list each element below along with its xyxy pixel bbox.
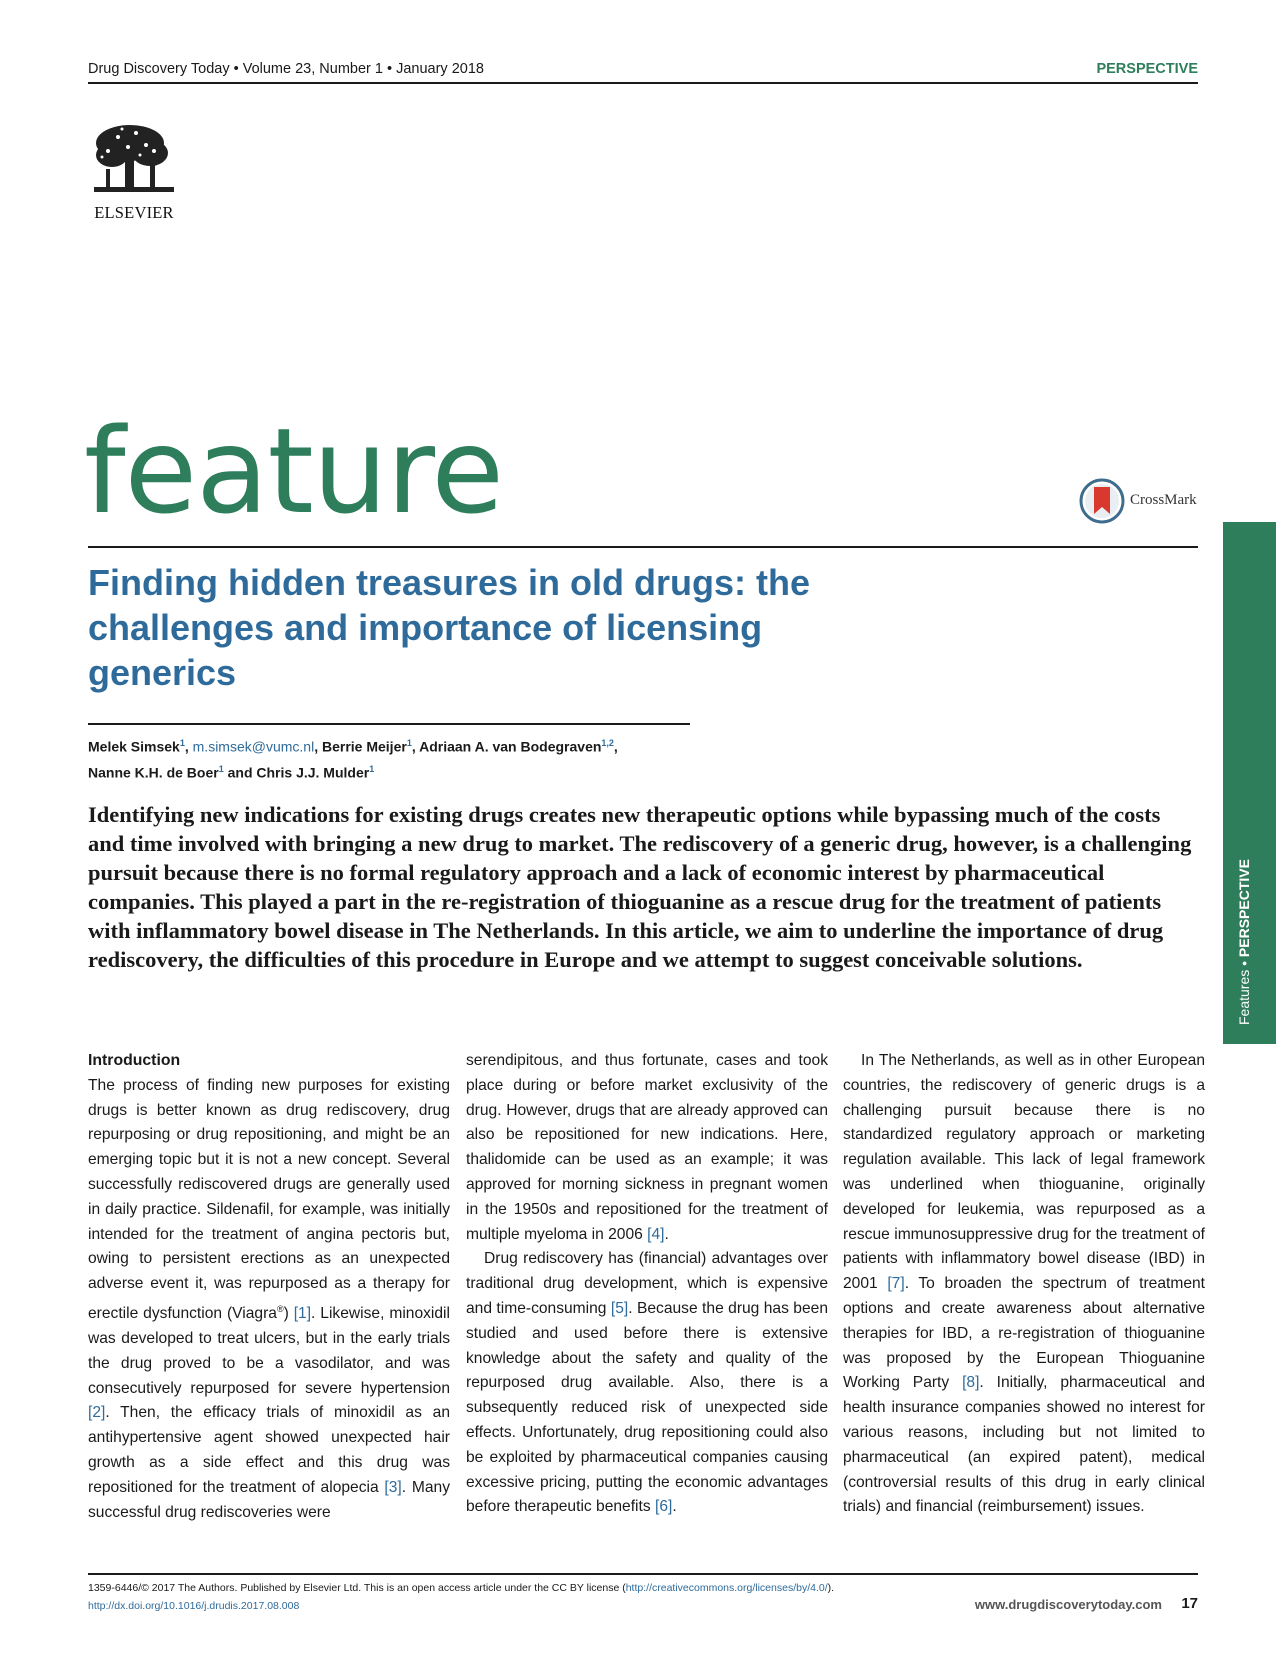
license-link[interactable]: http://creativecommons.org/licenses/by/4.0/ [625,1582,828,1594]
feature-label: feature [84,402,504,540]
crossmark-label: CrossMark [1130,492,1197,508]
body-paragraph: serendipitous, and thus fortunate, cases and took place during or before market exclusivity of the drug. However, drugs that are already approved can also be repositioned for new indications. Here, thalidomide can be used as an example; it was approved for morning sickness in pregnant women in the 1950s and repositioned for the treatment of multiple myeloma in 2006 [4]. [466,1052,828,1243]
author-name: Nanne K.H. de Boer [88,764,219,781]
reference-link[interactable]: [6] [654,1498,673,1516]
author-list: Melek Simsek$^1$, m.simsek@vumc.nl, Berrie Meijer$^1$, Adriaan A. van Bodegraven$^{1,2}$, Nanne K.H. de Boer$^1$ and Chris J.J. Mulder$^1$ [88,738,618,781]
author-name: Berrie Meijer [321,738,407,755]
body-paragraph: Drug rediscovery has (financial) advantages over traditional drug development, which is expensive and time-consuming [5]. Because the drug has been studied and used before there is extensive knowledge about the safety and quality of the repurposed drug available. Also, there is a subsequently reduced risk of unexpected side effects. Unfortunately, drug repositioning could also be exploited by pharmaceutical companies causing excessive pricing, putting the economic advantages before therapeutic benefits [6]. [466,1250,828,1516]
side-tab-prefix: Features • [1236,957,1252,1025]
registered-mark: ® [276,1303,284,1314]
reference-link[interactable]: [8] [962,1374,980,1392]
crossmark-badge[interactable] [1079,478,1204,524]
journal-citation: Drug Discovery Today • Volume 23, Number 1 • January 2018 [88,61,484,77]
reference-link[interactable]: [1] [293,1305,312,1323]
side-tab-text [1236,859,1252,1025]
body-paragraph: In The Netherlands, as well as in other European countries, the rediscovery of generic drugs is a challenging pursuit because there is no standardized regulatory approach or marketing regulation available. This lack of legal framework was underlined when thioguanine, originally developed for leukemia, was repurposed as a rescue immunosuppressive drug for the treatment of patients with inflammatory bowel disease (IBD) in 2001 [7]. To broaden the spectrum of treatment options and create awareness about alternative therapies for IBD, a re-registration of thioguanine was proposed by the European Thioguanine Working Party [8]. Initially, pharmaceutical and health insurance companies showed no interest for various reasons, including but not limited to pharmaceutical (an expired patent), medical (controversial results of this drug in early clinical trials) and financial (reimbursement) issues. [843,1052,1206,1516]
title-divider [88,546,1198,548]
affiliation-mark: 1,2 [601,738,614,748]
author-conjunction: and [227,764,253,781]
author-email-link[interactable]: m.simsek@vumc.nl [192,738,315,755]
article-abstract: Identifying new indications for existing drugs creates new therapeutic options while bypassing much of the costs and time involved with bringing a new drug to market. The rediscovery of a generic drug, however, is a challenging pursuit because there is no formal regulatory approach and a lack of economic interest by pharmaceutical companies. This played a part in the re-registration of thioguanine as a rescue drug for the treatment of patients with inflammatory bowel disease in The Netherlands. In this article, we aim to underline the importance of drug rediscovery, the difficulties of this procedure in Europe and we attempt to suggest conceivable solutions. [88,802,1192,972]
publisher-name: ELSEVIER [94,203,174,222]
doi-link[interactable]: http://dx.doi.org/10.1016/j.drudis.2017.08.008 [88,1600,300,1612]
affiliation-mark: 1 [218,763,224,774]
author-name: Chris J.J. Mulder [256,764,370,781]
running-header [88,60,1198,84]
body-column-1 [88,1049,450,1525]
crossmark-icon [1079,478,1125,524]
reference-link[interactable]: [2] [88,1404,106,1422]
affiliation-mark: 1 [179,738,185,748]
elsevier-logo [88,121,180,221]
page-number: 17 [1181,1595,1198,1612]
journal-website[interactable]: www.drugdiscoverytoday.com [974,1597,1162,1612]
authors-divider [88,723,690,725]
author-name: Melek Simsek [88,738,180,755]
side-tab-label: PERSPECTIVE [1236,859,1252,958]
reference-link[interactable]: [3] [384,1478,402,1496]
reference-link[interactable]: [7] [887,1275,905,1293]
article-title: Finding hidden treasures in old drugs: the challenges and importance of licensing generics [88,562,811,693]
body-column-2 [466,1049,828,1520]
section-heading: Introduction [88,1052,181,1069]
footer-divider [88,1573,1198,1575]
section-label: PERSPECTIVE [1096,61,1198,77]
copyright-line: 1359-6446/© 2017 The Authors. Published by Elsevier Ltd. This is an open access article under the CC BY license (http://creativecommons.org/licenses/by/4.0/). [88,1582,835,1594]
elsevier-tree-icon [88,121,180,199]
affiliation-mark: 1 [369,763,375,774]
reference-link[interactable]: [5] [610,1299,629,1317]
affiliation-mark: 1 [406,738,412,748]
body-paragraph: The process of finding new purposes for existing drugs is better known as drug rediscovery, drug repurposing or drug repositioning, and might be an emerging topic but it is not a new concept. Several successfully rediscovered drugs are generally used in daily practice. Sildenafil, for example, was initially intended for the treatment of angina pectoris but, owing to persistent erections as an unexpected adverse event it, was repurposed as a therapy for erectile dysfunction (Viagra®) [1]. Likewise, minoxidil was developed to treat ulcers, but in the early trials the drug proved to be a vasodilator, and was consecutively repurposed for severe hypertension [2]. Then, the efficacy trials of minoxidil as an antihypertensive agent showed unexpected hair growth as a side effect and this drug was repositioned for the treatment of alopecia [3]. Many successful drug rediscoveries were [88,1076,450,1521]
reference-link[interactable]: [4] [647,1225,665,1243]
body-column-3 [843,1049,1205,1520]
author-name: Adriaan A. van Bodegraven [419,738,602,755]
